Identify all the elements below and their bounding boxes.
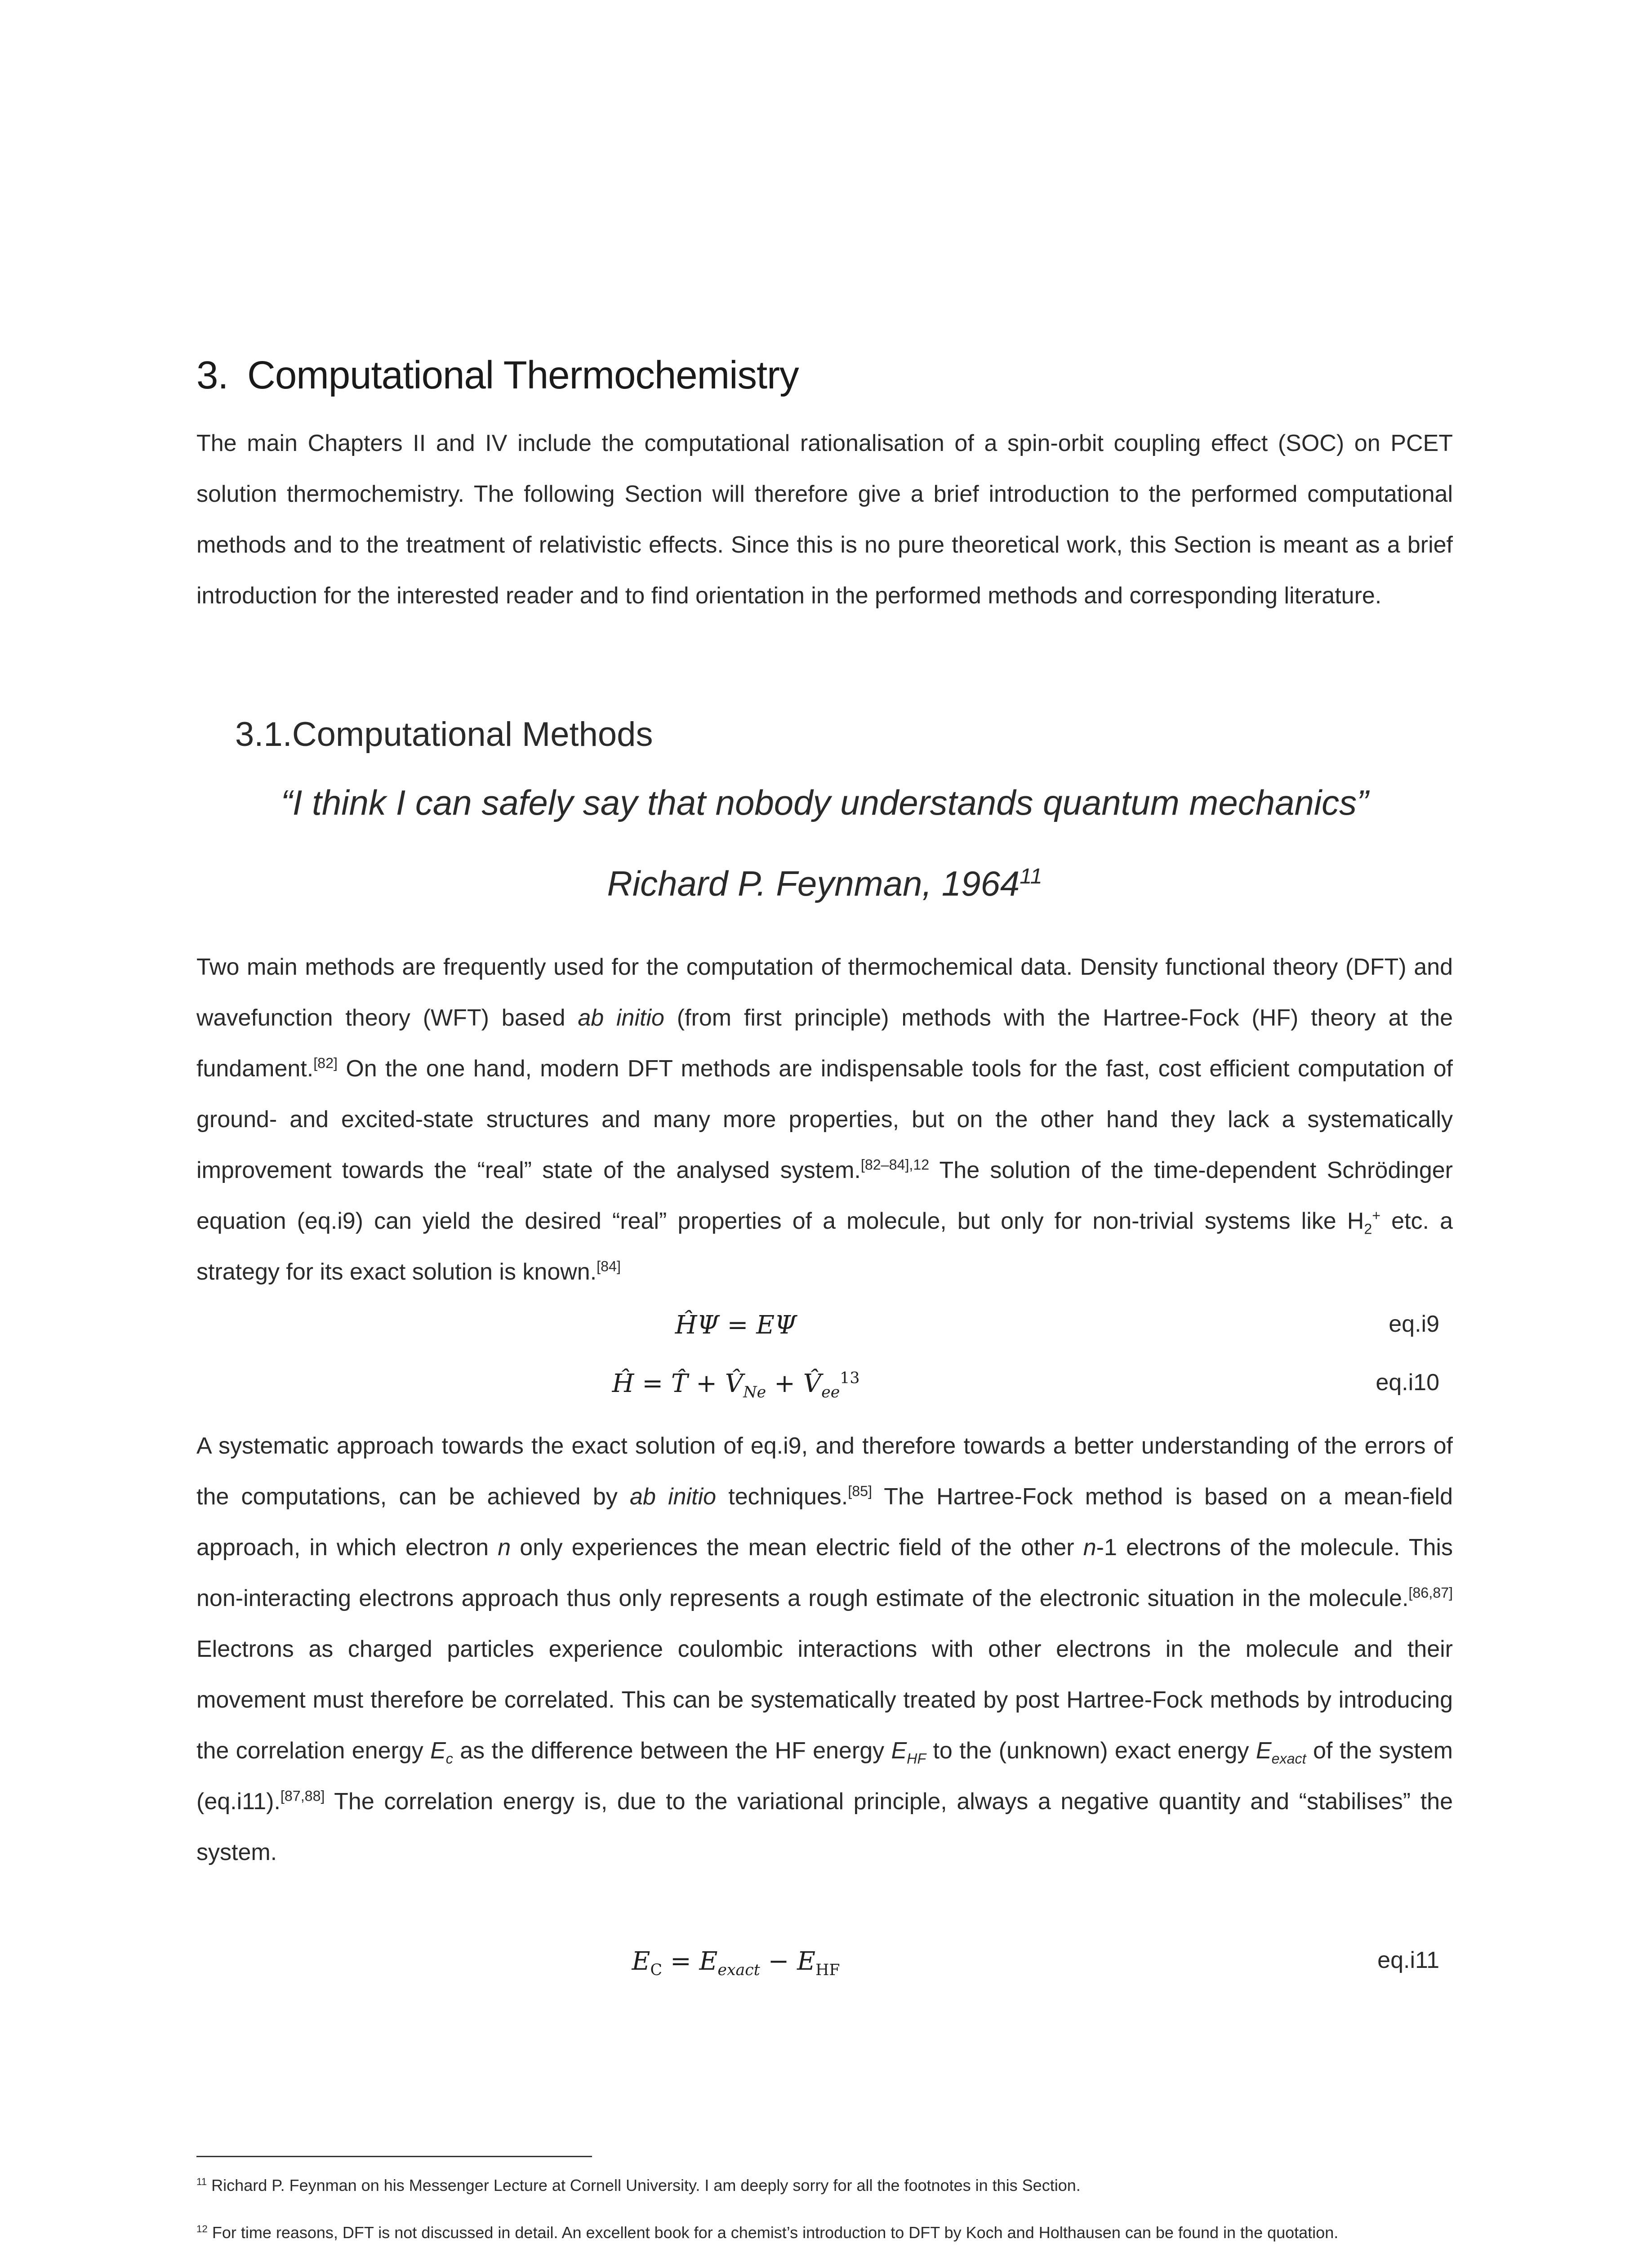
p2-n-1: n: [498, 1534, 511, 1561]
p2-text-1: A systematic approach towards the exact solution of eq.i9, and therefore towards a better understanding of the errors of the computations, can be achieved by: [196, 1433, 1453, 1510]
p2-text-4: only experiences the mean electric field of the other: [511, 1534, 1083, 1561]
footnote-12: [196, 2223, 1453, 2242]
p1-h2-subscript: 2: [1364, 1221, 1372, 1237]
p2-text-9: of the system (eq.i11).: [196, 1738, 1453, 1815]
p2-ehf-symbol: $E_{HF}$: [891, 1738, 926, 1767]
equation-i10-footnote-ref: 13: [840, 1369, 860, 1387]
footnote-11: [196, 2176, 1453, 2195]
equation-i9-label: eq.i9: [1389, 1311, 1439, 1337]
paragraph-1-block: [196, 942, 1453, 1298]
footnote-12-number: 12: [196, 2223, 208, 2235]
paragraph-1: [196, 942, 1453, 1298]
equation-i11-row: [196, 1947, 1453, 1987]
section-title: 3.1.Computational Methods: [235, 715, 653, 754]
p1-citation-2: [82–84],12: [860, 1156, 930, 1173]
p1-ab-initio: ab initio: [578, 1005, 664, 1031]
p2-text-5: -1 electrons of the molecule. This non-interacting electrons approach thus only represents a rough estimate of the electronic situation in the molecule.: [196, 1534, 1453, 1611]
quote-attribution: [196, 863, 1453, 904]
p2-text-6: Electrons as charged particles experience coulombic interactions with other electrons in the molecule and their movement must therefore be correlated. This can be systematically treated by post Hartree-Fock methods by introducing the correlation energy: [196, 1636, 1453, 1764]
footnote-12-text: For time reasons, DFT is not discussed in detail. An excellent book for a chemist’s introduction to DFT by Koch and Holthausen can be found in the quotation.: [207, 2223, 1339, 2242]
p2-text-3: The Hartree-Fock method is based on a mean-field approach, in which electron: [196, 1484, 1453, 1561]
attribution-text: Richard P. Feynman, 1964: [607, 864, 1020, 903]
p1-text-2: (from first principle) methods with the Hartree-Fock (HF) theory at the fundament.: [196, 1005, 1453, 1082]
p1-text-5: etc. a strategy for its exact solution is known.: [196, 1208, 1453, 1285]
p2-eexact-symbol: $E_{exact}$: [1256, 1738, 1306, 1767]
equation-i9-row: [196, 1311, 1453, 1351]
p2-text-2: techniques.: [716, 1484, 848, 1510]
p1-text-1: Two main methods are frequently used for the computation of thermochemical data. Density functional theory (DFT) and wavefunction theory (WFT) based: [196, 954, 1453, 1031]
paragraph-2-block: [196, 1421, 1453, 1878]
footnote-11-text: Richard P. Feynman on his Messenger Lecture at Cornell University. I am deeply sorry for all the footnotes in this Section.: [207, 2176, 1081, 2194]
equation-i10-row: [196, 1369, 1453, 1409]
footnote-11-number: 11: [196, 2176, 207, 2187]
p2-citation-1: [85]: [848, 1483, 873, 1499]
p2-ec-symbol: $E_c$: [430, 1738, 453, 1767]
intro-paragraph: The main Chapters II and IV include the computational rationalisation of a spin-orbit coupling effect (SOC) on PCET solution thermochemistry. The following Section will therefore give a brief introduction to the performed computational methods and to the treatment of relativistic effects. Since this is no pure theoretical work, this Section is meant as a brief introduction for the interested reader and to find orientation in the performed methods and corresponding literature.: [196, 430, 1453, 609]
chapter-title: 3. Computational Thermochemistry: [196, 353, 799, 397]
equation-i10: Ĥ = T̂ + $V̂_{Ne}$ + $V̂_{ee}^{13}$: [612, 1369, 860, 1402]
p1-citation-1: [82]: [313, 1055, 338, 1071]
p1-text-3: On the one hand, modern DFT methods are indispensable tools for the fast, cost efficient computation of ground- and excited-state structures and many more properties, but on the other hand they lack a systematically improvement towards the “real” state of the analysed system.: [196, 1056, 1453, 1183]
p1-citation-3: [84]: [597, 1258, 621, 1275]
p2-text-7: as the difference between the HF energy: [453, 1738, 891, 1764]
equation-i11: $E_C = E_{exact} - E_{HF}$: [632, 1947, 840, 1980]
p2-citation-2: [86,87]: [1408, 1584, 1453, 1601]
paragraph-2: [196, 1421, 1453, 1878]
p1-text-4: The solution of the time-dependent Schrödinger equation (eq.i9) can yield the desired “real” properties of a molecule, but only for non-trivial systems like H: [196, 1157, 1453, 1234]
p2-ab-initio: ab initio: [630, 1484, 717, 1510]
equation-i11-label: eq.i11: [1377, 1947, 1439, 1973]
intro-block: [196, 418, 1453, 621]
equation-i9: ĤΨ = EΨ: [675, 1311, 797, 1340]
p2-n-2: n: [1083, 1534, 1096, 1561]
p2-citation-3: [87,88]: [280, 1788, 325, 1804]
feynman-quote: “I think I can safely say that nobody understands quantum mechanics”: [281, 783, 1369, 822]
attribution-footnote-ref: 11: [1020, 864, 1042, 888]
footnote-divider: [196, 2156, 592, 2157]
equation-i10-label: eq.i10: [1376, 1369, 1439, 1396]
p2-text-8: to the (unknown) exact energy: [926, 1738, 1256, 1764]
p2-text-10: The correlation energy is, due to the variational principle, always a negative quantity and “stabilises” the system.: [196, 1789, 1453, 1865]
p1-h2-charge: +: [1372, 1207, 1381, 1224]
